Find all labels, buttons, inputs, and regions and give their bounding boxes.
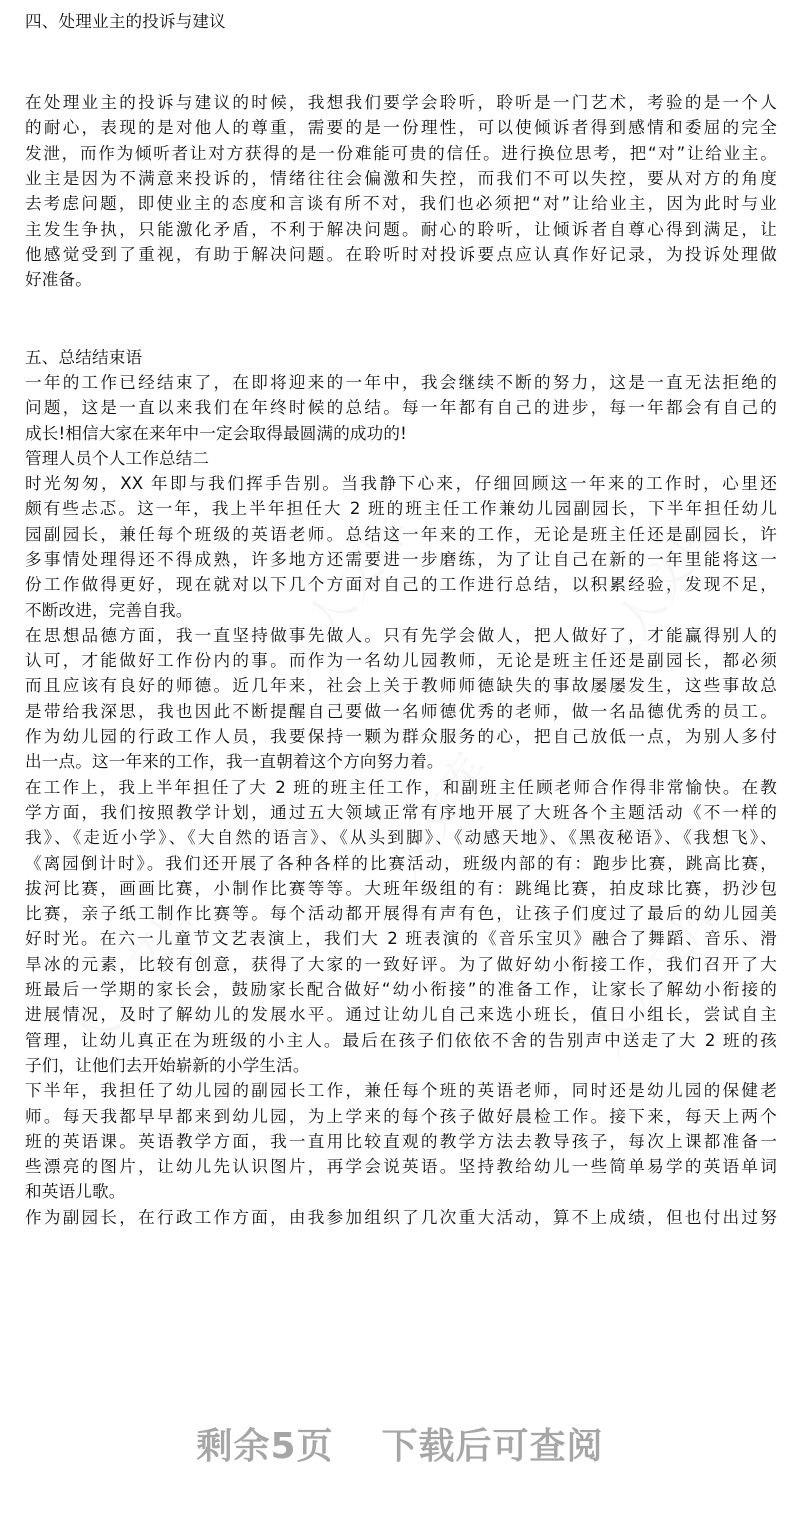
paragraph-line: 主发生争执，只能激化矛盾，不利于解决问题。耐心的聆听，让倾诉者自尊心得到满足，让 bbox=[25, 219, 777, 239]
paragraph-line: 出一点。这一年来的工作，我一直朝着这个方向努力着。 bbox=[25, 752, 444, 772]
paragraph-line: 进展情况，及时了解幼儿的发展水平。通过让幼儿自己来选小班长，值日小组长，尝试自主 bbox=[25, 1005, 777, 1025]
paragraph-line: 旱冰的元素，比较有创意，获得了大家的一致好评。为了做好幼小衔接工作，我们召开了大 bbox=[25, 954, 777, 974]
paragraph-line: 一年的工作已经结束了，在即将迎来的一年中，我会继续不断的努力，这是一直无法拒绝的 bbox=[25, 373, 777, 392]
paragraph-line: 师。每天我都早早都来到幼儿园，为上学来的每个孩子做好晨检工作。接下来，每天上两个 bbox=[25, 1106, 777, 1126]
section-heading: 四、处理业主的投诉与建议 bbox=[25, 12, 226, 31]
paragraph-line: 时光匆匆，XX 年即与我们挥手告别。当我静下心来，仔细回顾这一年来的工作时，心里还 bbox=[25, 474, 777, 493]
paragraph-line: 作为副园长，在行政工作方面，由我参加组织了几次重大活动，算不上成绩，但也付出过努 bbox=[25, 1207, 777, 1227]
paragraph-line: 成长!相信大家在来年中一定会取得最圆满的成功的! bbox=[25, 423, 407, 443]
paragraph-line: 份工作做得更好，现在就对以下几个方面对自己的工作进行总结，以积累经验，发现不足， bbox=[25, 575, 777, 595]
paragraph-line: 拔河比赛，画画比赛，小制作比赛等等。大班年级组的有：跳绳比赛，拍皮球比赛，扔沙包 bbox=[25, 878, 777, 898]
paragraph-line: 《离园倒计时》。我们还开展了各种各样的比赛活动，班级内部的有：跑步比赛，跳高比赛， bbox=[25, 853, 777, 873]
paragraph-line: 子们，让他们去开始崭新的小学生活。 bbox=[25, 1055, 310, 1075]
paragraph-line: 认可，才能做好工作份内的事。而作为一名幼儿园教师，无论是班主任还是副园长，都必须 bbox=[25, 651, 777, 671]
paragraph-line: 我》、《走近小学》、《大自然的语言》、《从头到脚》、《动感天地》、《黑夜秘语》、《我想飞》、 bbox=[25, 828, 777, 848]
paragraph-line: 他感觉受到了重视，有助于解决问题。在聆听时对投诉要点应认真作好记录，为投诉处理做 bbox=[25, 244, 777, 264]
paragraph-line: 问题，这是一直以来我们在年终时候的总结。每一年都有自己的进步，每一年都会有自己的 bbox=[25, 398, 777, 418]
paragraph-line: 好时光。在六一儿童节文艺表演上，我们大 2 班表演的《音乐宝贝》融合了舞蹈、音乐、滑 bbox=[25, 929, 777, 949]
paragraph-line: 下半年，我担任了幼儿园的副园长工作，兼任每个班的英语老师，同时还是幼儿园的保健老 bbox=[25, 1081, 777, 1101]
paragraph-line: 发泄，而作为倾听者让对方获得的是一份难能可贵的信任。进行换位思考，把“对”让给业主。 bbox=[25, 143, 777, 163]
paragraph-line: 是带给我深思，我也因此不断提醒自己要做一名师德优秀的老师，做一名品德优秀的员工。 bbox=[25, 701, 777, 721]
paragraph-line: 比赛，亲子纸工制作比赛等。每个活动都开展得有声有色，让孩子们度过了最后的幼儿园美 bbox=[25, 904, 777, 924]
download-prompt-label[interactable]: 下载后可查阅 bbox=[381, 1426, 604, 1467]
paragraph-line: 些漂亮的图片，让幼儿先认识图片，再学会说英语。坚持教给幼儿一些简单易学的英语单词 bbox=[25, 1157, 777, 1177]
paragraph-line: 园副园长，兼任每个班级的英语老师。总结这一年来的工作，无论是班主任还是副园长，许 bbox=[25, 524, 777, 544]
section-heading: 管理人员个人工作总结二 bbox=[25, 449, 210, 468]
paragraph-line: 颇有些忐忑。这一年，我上半年担任大 2 班的班主任工作兼幼儿园副园长，下半年担任幼儿 bbox=[25, 499, 777, 519]
paragraph-line: 的耐心，表现的是对他人的尊重，需要的是一份理性，可以使倾诉者得到感情和委屈的完全 bbox=[25, 118, 777, 138]
download-banner[interactable] bbox=[0, 1418, 800, 1469]
paragraph-line: 作为幼儿园的行政工作人员，我要保持一颗为群众服务的心，把自己放低一点，为别人多付 bbox=[25, 727, 777, 746]
paragraph-line: 不断改进，完善自我。 bbox=[25, 600, 193, 620]
paragraph-line: 管理，让幼儿真正在为班级的小主人。最后在孩子们依依不舍的告别声中送走了大 2 班的孩 bbox=[25, 1030, 777, 1050]
paragraph-line: 在思想品德方面，我一直坚持做事先做人。只有先学会做人，把人做好了，才能赢得别人的 bbox=[25, 625, 777, 645]
paragraph-line: 班的英语课。英语教学方面，我一直用比较直观的教学方法去教导孩子，每次上课都准备一 bbox=[25, 1131, 777, 1151]
paragraph-line: 多事情处理得还不得成熟，许多地方还需要进一步磨练，为了让自己在新的一年里能将这一 bbox=[25, 549, 777, 569]
paragraph-line: 在处理业主的投诉与建议的时候，我想我们要学会聆听，聆听是一门艺术，考验的是一个人 bbox=[25, 93, 777, 112]
paragraph-line: 业主是因为不满意来投诉的，情绪往往会偏激和失控，而我们不可以失控，要从对方的角度 bbox=[25, 168, 777, 188]
paragraph-line: 学方面，我们按照教学计划，通过五大领域正常有序地开展了大班各个主题活动《不一样的 bbox=[25, 802, 777, 822]
remaining-pages-label: 剩余5页 bbox=[196, 1426, 334, 1467]
paragraph-line: 去考虑问题，即使业主的态度和言谈有所不对，我们也必须把“对”让给业主，因为此时与业 bbox=[25, 194, 777, 214]
paragraph-line: 好准备。 bbox=[25, 270, 92, 290]
paragraph-line: 而且应该有良好的师德。近几年来，社会上关于教师师德缺失的事故屡屡发生，这些事故总 bbox=[25, 676, 777, 696]
paragraph-line: 在工作上，我上半年担任了大 2 班的班主任工作，和副班主任顾老师合作得非常愉快。在教 bbox=[25, 777, 777, 797]
paragraph-line: 和英语儿歌。 bbox=[25, 1182, 126, 1202]
paragraph-line: 班最后一学期的家长会，鼓励家长配合做好“幼小衔接”的准备工作，让家长了解幼小衔接的 bbox=[25, 980, 777, 999]
section-heading: 五、总结结束语 bbox=[25, 348, 143, 367]
